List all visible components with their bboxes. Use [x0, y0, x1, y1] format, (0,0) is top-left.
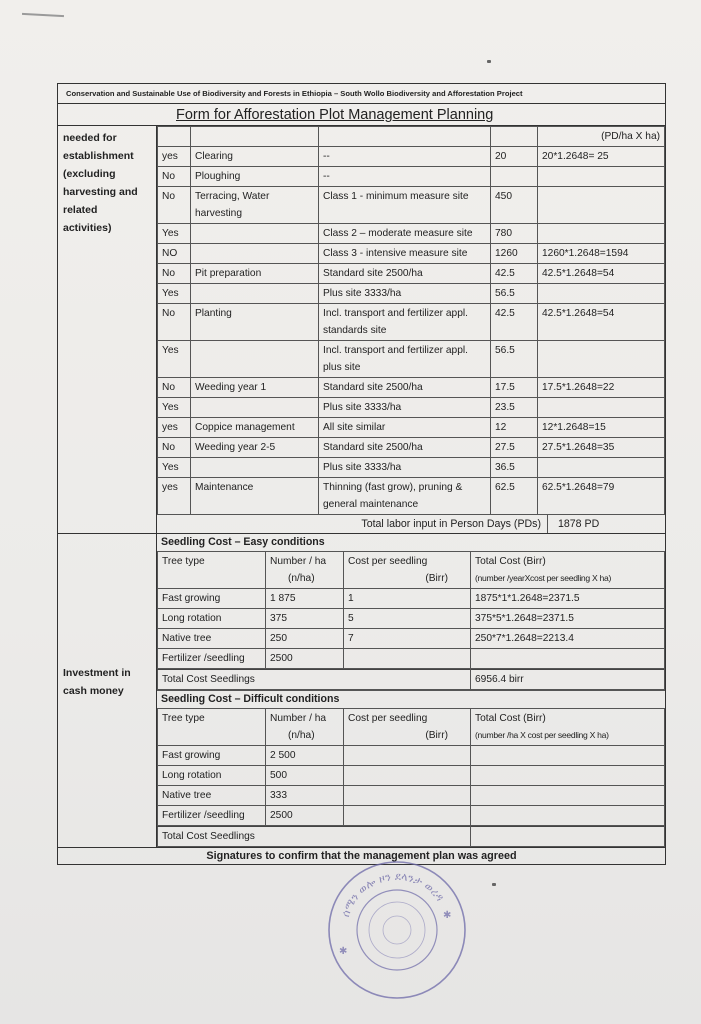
- activity-description: Plus site 3333/ha: [319, 284, 491, 304]
- person-days: 780: [491, 224, 538, 244]
- paper-mark: [22, 13, 64, 17]
- activity-name: Terracing, Water harvesting: [191, 187, 319, 224]
- activity-flag: Yes: [158, 224, 191, 244]
- col-total-line: Total Cost (Birr): [475, 713, 546, 724]
- person-days-calc: [538, 458, 665, 478]
- activity-description: Standard site 2500/ha: [319, 438, 491, 458]
- labor-row: [158, 167, 665, 187]
- activity-flag: yes: [158, 418, 191, 438]
- activity-description: --: [319, 167, 491, 187]
- labor-side-label: [58, 126, 157, 533]
- person-days: 62.5: [491, 478, 538, 515]
- signatures-line: Signatures to confirm that the management plan was agreed: [206, 850, 517, 862]
- person-days: 450: [491, 187, 538, 224]
- number-per-ha: 333: [266, 786, 344, 806]
- cost-per-seedling: [344, 806, 471, 826]
- labor-row: [158, 264, 665, 284]
- person-days: 27.5: [491, 438, 538, 458]
- activity-description: --: [319, 147, 491, 167]
- total-cost: [471, 766, 665, 786]
- cost-per-seedling: 7: [344, 629, 471, 649]
- total-cost: [471, 649, 665, 669]
- person-days: 42.5: [491, 264, 538, 284]
- difficult-total-table: [157, 826, 665, 847]
- difficult-total-label: Total Cost Seedlings: [158, 827, 471, 847]
- easy-seedling-row: [158, 609, 665, 629]
- tree-type: Long rotation: [158, 766, 266, 786]
- cost-per-seedling: [344, 766, 471, 786]
- labor-row: [158, 378, 665, 398]
- person-days-calc: [538, 284, 665, 304]
- investment-side-label: [58, 534, 157, 847]
- difficult-total-value: [471, 827, 665, 847]
- col-cost-line: Cost per seedling: [348, 556, 428, 567]
- col-number: [266, 552, 344, 589]
- number-per-ha: 2 500: [266, 746, 344, 766]
- cost-per-seedling: [344, 786, 471, 806]
- col-number: [266, 709, 344, 746]
- labor-row: [158, 458, 665, 478]
- number-per-ha: 1 875: [266, 589, 344, 609]
- activity-name: [191, 398, 319, 418]
- activity-flag: Yes: [158, 398, 191, 418]
- easy-header-row: [158, 552, 665, 589]
- person-days-calc: 20*1.2648= 25: [538, 147, 665, 167]
- easy-total-label: Total Cost Seedlings: [158, 670, 471, 690]
- activity-name: Ploughing: [191, 167, 319, 187]
- person-days: 17.5: [491, 378, 538, 398]
- difficult-conditions-title: Seedling Cost – Difficult conditions: [157, 690, 665, 709]
- easy-conditions-title: Seedling Cost – Easy conditions: [157, 534, 665, 552]
- total-cost: [471, 806, 665, 826]
- difficult-header-row: [158, 709, 665, 746]
- difficult-seedling-row: [158, 746, 665, 766]
- difficult-cost-table: [157, 709, 665, 826]
- labor-row: [158, 224, 665, 244]
- person-days-calc: [538, 167, 665, 187]
- activity-flag: No: [158, 264, 191, 284]
- tree-type: Long rotation: [158, 609, 266, 629]
- activity-flag: No: [158, 438, 191, 458]
- easy-seedling-row: [158, 629, 665, 649]
- person-days: 56.5: [491, 284, 538, 304]
- col-number-line: Number / ha: [270, 713, 327, 724]
- person-days-calc: 1260*1.2648=1594: [538, 244, 665, 264]
- easy-seedling-row: [158, 649, 665, 669]
- unit-header: (PD/ha X ha): [538, 127, 665, 147]
- labor-row: [158, 418, 665, 438]
- activity-name: Weeding year 1: [191, 378, 319, 398]
- col-number-unit: (n/ha): [288, 730, 315, 741]
- activity-flag: Yes: [158, 458, 191, 478]
- person-days-calc: [538, 341, 665, 378]
- difficult-total-row: [158, 827, 665, 847]
- side-label-line: (excluding: [63, 168, 116, 180]
- activity-description: Standard site 2500/ha: [319, 378, 491, 398]
- person-days: 1260: [491, 244, 538, 264]
- activity-description: Class 3 - intensive measure site: [319, 244, 491, 264]
- activity-name: [191, 284, 319, 304]
- side-label-line: related: [63, 204, 98, 216]
- activity-name: Clearing: [191, 147, 319, 167]
- activity-name: Coppice management: [191, 418, 319, 438]
- easy-total-table: [157, 669, 665, 690]
- activity-flag: yes: [158, 478, 191, 515]
- labor-total-label: Total labor input in Person Days (PDs): [361, 518, 541, 530]
- svg-text:✱: ✱: [339, 946, 348, 957]
- person-days: 12: [491, 418, 538, 438]
- official-stamp-seal: [325, 858, 469, 1002]
- col-total-formula: (number /yearXcost per seedling X ha): [475, 573, 612, 583]
- person-days-calc: 42.5*1.2648=54: [538, 304, 665, 341]
- tree-type: Native tree: [158, 786, 266, 806]
- activity-flag: yes: [158, 147, 191, 167]
- total-cost: [471, 786, 665, 806]
- activity-description: Standard site 2500/ha: [319, 264, 491, 284]
- total-cost: 1875*1*1.2648=2371.5: [471, 589, 665, 609]
- tree-type: Native tree: [158, 629, 266, 649]
- labor-header-row: [158, 127, 665, 147]
- col-cost-unit: (Birr): [425, 730, 448, 741]
- number-per-ha: 2500: [266, 806, 344, 826]
- form-document: [57, 83, 666, 865]
- labor-total-row: [157, 515, 665, 533]
- svg-text:ሰሜን ወሎ ዞን ደላንታ ወረዳ: ሰሜን ወሎ ዞን ደላንታ ወረዳ: [338, 869, 447, 919]
- activity-flag: No: [158, 378, 191, 398]
- labor-row: [158, 438, 665, 458]
- tree-type: Fast growing: [158, 589, 266, 609]
- easy-total-value: 6956.4 birr: [471, 670, 665, 690]
- difficult-seedling-row: [158, 806, 665, 826]
- cost-per-seedling: 1: [344, 589, 471, 609]
- easy-cost-table: [157, 552, 665, 669]
- side-label-line: needed for: [63, 132, 117, 144]
- activity-description: Incl. transport and fertilizer appl. standards site: [319, 304, 491, 341]
- labor-table: [157, 126, 665, 515]
- person-days-calc: [538, 187, 665, 224]
- activity-name: [191, 458, 319, 478]
- activity-name: [191, 341, 319, 378]
- activity-description: Class 2 – moderate measure site: [319, 224, 491, 244]
- paper-speck: [487, 60, 491, 63]
- labor-row: [158, 244, 665, 264]
- labor-table-area: [157, 126, 665, 533]
- tree-type: Fast growing: [158, 746, 266, 766]
- side-label-line: harvesting and: [63, 186, 138, 198]
- activity-description: All site similar: [319, 418, 491, 438]
- col-number-line: Number / ha: [270, 556, 327, 567]
- side-label-line: establishment: [63, 150, 134, 162]
- activity-flag: NO: [158, 244, 191, 264]
- col-total: [471, 709, 665, 746]
- col-total: [471, 552, 665, 589]
- col-cost: [344, 709, 471, 746]
- labor-row: [158, 341, 665, 378]
- difficult-seedling-row: [158, 786, 665, 806]
- difficult-seedling-row: [158, 766, 665, 786]
- activity-flag: Yes: [158, 284, 191, 304]
- activity-description: Class 1 - minimum measure site: [319, 187, 491, 224]
- activity-flag: Yes: [158, 341, 191, 378]
- total-cost: [471, 746, 665, 766]
- person-days-calc: [538, 398, 665, 418]
- activity-flag: No: [158, 187, 191, 224]
- easy-total-row: [158, 670, 665, 690]
- side-label-line: activities): [63, 222, 112, 234]
- activity-description: Thinning (fast grow), pruning & general maintenance: [319, 478, 491, 515]
- number-per-ha: 375: [266, 609, 344, 629]
- labor-row: [158, 147, 665, 167]
- activity-name: [191, 224, 319, 244]
- person-days: 56.5: [491, 341, 538, 378]
- labor-row: [158, 478, 665, 515]
- labor-row: [158, 398, 665, 418]
- easy-seedling-row: [158, 589, 665, 609]
- project-header: Conservation and Sustainable Use of Biodiversity and Forests in Ethiopia – South Wollo Biodiversity and Afforestation Project: [58, 84, 665, 104]
- activity-name: Maintenance: [191, 478, 319, 515]
- person-days-calc: 12*1.2648=15: [538, 418, 665, 438]
- labor-row: [158, 187, 665, 224]
- person-days: 20: [491, 147, 538, 167]
- number-per-ha: 250: [266, 629, 344, 649]
- svg-text:✱: ✱: [443, 910, 452, 921]
- person-days-calc: 62.5*1.2648=79: [538, 478, 665, 515]
- col-tree-type: Tree type: [158, 709, 266, 746]
- person-days: 42.5: [491, 304, 538, 341]
- person-days: 23.5: [491, 398, 538, 418]
- activity-description: Incl. transport and fertilizer appl. plus site: [319, 341, 491, 378]
- side-label-line: cash money: [63, 685, 124, 697]
- col-tree-type: Tree type: [158, 552, 266, 589]
- number-per-ha: 2500: [266, 649, 344, 669]
- activity-name: Weeding year 2-5: [191, 438, 319, 458]
- person-days: 36.5: [491, 458, 538, 478]
- investment-section: [58, 534, 665, 848]
- col-cost-unit: (Birr): [425, 573, 448, 584]
- cost-per-seedling: [344, 746, 471, 766]
- col-total-formula: (number /ha X cost per seedling X ha): [475, 730, 609, 740]
- col-cost-line: Cost per seedling: [348, 713, 428, 724]
- person-days-calc: 42.5*1.2648=54: [538, 264, 665, 284]
- side-label-line: Investment in: [63, 667, 131, 679]
- labor-row: [158, 284, 665, 304]
- person-days: [491, 167, 538, 187]
- number-per-ha: 500: [266, 766, 344, 786]
- total-cost: 375*5*1.2648=2371.5: [471, 609, 665, 629]
- investment-tables: [157, 534, 665, 847]
- activity-description: Plus site 3333/ha: [319, 458, 491, 478]
- activity-name: Planting: [191, 304, 319, 341]
- labor-row: [158, 304, 665, 341]
- labor-total-value: 1878 PD: [547, 515, 665, 533]
- person-days-calc: [538, 224, 665, 244]
- paper-speck: [492, 883, 496, 886]
- col-number-unit: (n/ha): [288, 573, 315, 584]
- form-title: Form for Afforestation Plot Management Planning: [58, 104, 665, 126]
- col-cost: [344, 552, 471, 589]
- col-total-line: Total Cost (Birr): [475, 556, 546, 567]
- tree-type: Fertilizer /seedling: [158, 649, 266, 669]
- person-days-calc: 27.5*1.2648=35: [538, 438, 665, 458]
- activity-description: Plus site 3333/ha: [319, 398, 491, 418]
- activity-name: Pit preparation: [191, 264, 319, 284]
- cost-per-seedling: [344, 649, 471, 669]
- activity-name: [191, 244, 319, 264]
- total-cost: 250*7*1.2648=2213.4: [471, 629, 665, 649]
- activity-flag: No: [158, 304, 191, 341]
- activity-flag: No: [158, 167, 191, 187]
- labor-section: [58, 126, 665, 534]
- cost-per-seedling: 5: [344, 609, 471, 629]
- tree-type: Fertilizer /seedling: [158, 806, 266, 826]
- person-days-calc: 17.5*1.2648=22: [538, 378, 665, 398]
